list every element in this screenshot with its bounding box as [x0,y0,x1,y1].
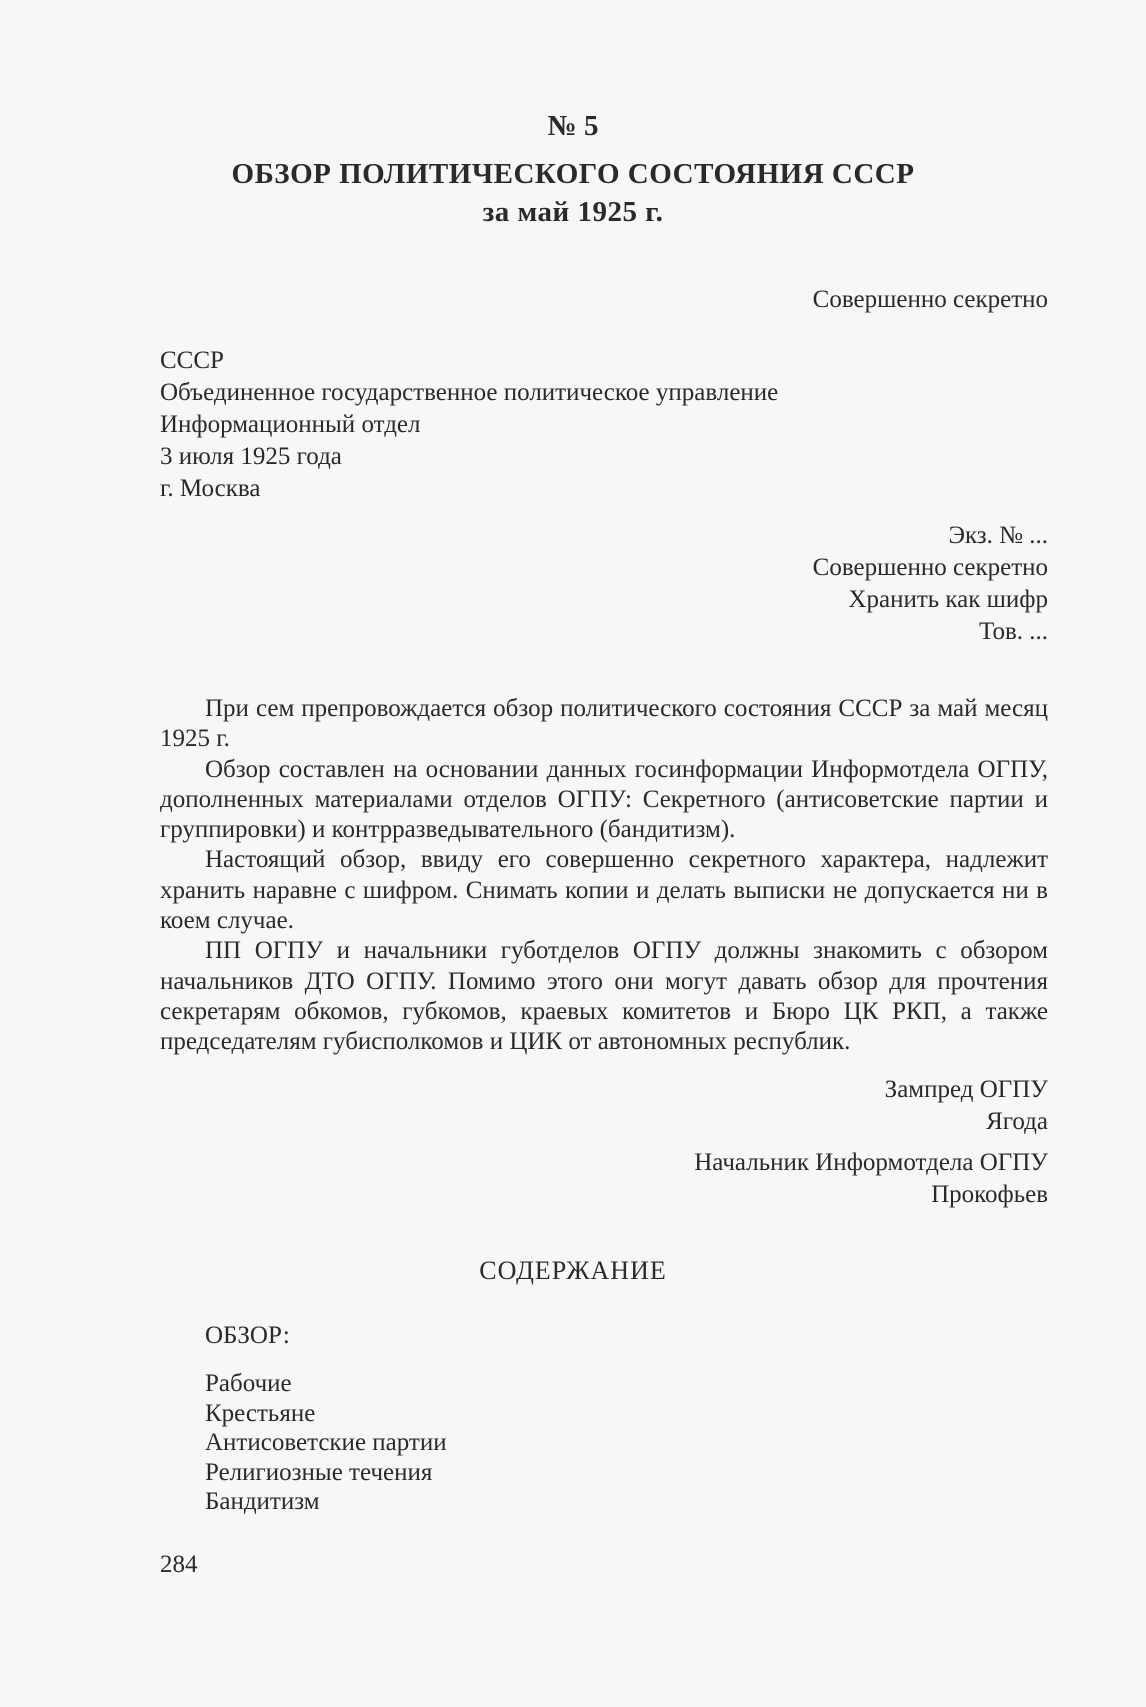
contents-label: ОБЗОР: [205,1322,290,1349]
contents-list [205,1369,447,1517]
body-paragraph: ПП ОГПУ и начальники губотделов ОГПУ должны знакомить с обзором начальников ДТО ОГПУ. Помимо этого они могут давать обзор для прочтения секретарям обкомов, губкомов, краевых комитетов и Бюро ЦК РКП, а также председателям губисполкомов и ЦИК от автономных республик. [160,937,1048,1056]
body-paragraph: При сем препровождается обзор политического состояния СССР за май месяц 1925 г. [160,695,1048,753]
document-subtitle: за май 1925 г. [482,196,664,228]
body-paragraph: Настоящий обзор, ввиду его совершенно секретного характера, надлежит хранить наравне с шифром. Снимать копии и делать выписки не допускается ни в коем случае. [160,846,1048,935]
document-number: № 5 [547,110,599,142]
signature-name: Ягода [986,1108,1048,1135]
sender-city: г. Москва [160,475,261,502]
contents-item: Антисоветские партии [205,1429,447,1456]
sender-department: Информационный отдел [160,411,421,438]
body-paragraph: Обзор составлен на основании данных госинформации Информотдела ОГПУ, дополненных материалами отделов ОГПУ: Секретного (антисоветские партии и группировки) и контрразведывательного (бандитизм). [160,755,1048,844]
sender-agency: Объединенное государственное политическое управление [160,379,779,406]
signature-block-1 [885,1074,1048,1138]
signature-name: Прокофьев [931,1181,1048,1208]
signature-block-2 [694,1147,1048,1211]
classification-top: Совершенно секретно [812,286,1048,313]
sender-date: 3 июля 1925 года [160,443,342,470]
contents-item: Рабочие [205,1370,292,1397]
sender-block [160,345,778,505]
copy-recipient: Тов. ... [979,618,1048,645]
signature-position: Начальник Информотдела ОГПУ [694,1149,1048,1176]
copy-classification: Совершенно секретно [812,554,1048,581]
copy-block [813,520,1048,648]
body-text [160,694,1048,1058]
contents-item: Крестьяне [205,1399,316,1427]
document-title: ОБЗОР ПОЛИТИЧЕСКОГО СОСТОЯНИЯ СССР [231,158,915,190]
contents-item: Бандитизм [205,1488,320,1515]
signature-position: Зампред ОГПУ [884,1076,1048,1103]
copy-number: Экз. № ... [948,522,1048,549]
copy-storage: Хранить как шифр [848,586,1048,613]
page-number: 284 [160,1551,198,1578]
contents-title: СОДЕРЖАНИЕ [479,1256,667,1285]
contents-item: Религиозные течения [205,1458,433,1486]
sender-country: СССР [160,347,224,374]
